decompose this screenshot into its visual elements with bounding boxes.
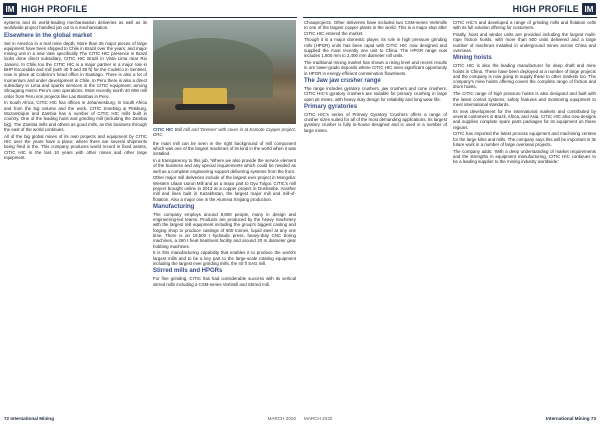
section-label: HIGH PROFILE (512, 4, 579, 14)
header-rule (303, 17, 597, 18)
footer-right: International Mining 73 (545, 416, 596, 421)
photo-caption (153, 127, 296, 138)
paragraph: It is this manufacturing capability that enables it to produce the world's largest mills and to be a key part to the large-scale rotating equipment including the largest ever grinding mills, the 40 ft SAG mill. (153, 250, 296, 267)
subheading: Manufacturing (153, 203, 195, 210)
footer-right: MARCH 2020 (267, 416, 296, 421)
paragraph: CITIC HIC's and developed a range of grinding mills and flotation cells with its full solution offering for customers. (453, 20, 596, 31)
paragraph: In a transparency to this job, 'Where we also provide the service element of the business and any special requirements which could be needed as well as a complete engineering support delivering systems from the front. (153, 157, 296, 174)
text-columns (304, 20, 596, 412)
caption-text: Ball mill and 'Dresser' with cover in at Kamoto Copper project, DRC (153, 127, 296, 138)
text-columns (4, 20, 296, 412)
footer-left: 72 International Mining (4, 416, 55, 421)
page-header (300, 0, 600, 18)
paragraph: The company adds: 'With a deep understanding of market requirements and the strengths in equipment manufacturing, CITIC HIC continues to be a leading supplier to the mining industry worldwide.' (453, 148, 596, 165)
paragraph: systems and its world-leading mechanisation deliveries as well as its worldwide project handled job out to a mechanisation. (4, 20, 147, 31)
paragraph: CITIC has imported the latest process equipment and machining centres for the large kilns and mills. The company says this will be important in its future work in a number of large overseas projects. (453, 131, 596, 147)
paragraph: The company employs around 8,800 people, many in design and engineering-led teams. Products are produced by the heavy machinery with the largest mill equipment including the group's biggest casting and forging shop to produce castings of 600 tonnes, liquid steel at any one time. There is an 18,500 t hydraulic press, heavy-duty CNC boring machines, a 260 t heat treatment facility and around 20 m diameter gear hobbing machines. (153, 211, 296, 249)
paragraph: For fine grinding, CITIC has had considerable success with its vertical stirred mills including a CSM-series Vertimill and Stirred mill. (153, 276, 296, 287)
subheading: The Jaw jaw crusher range (304, 77, 381, 84)
page-header (0, 0, 300, 18)
paragraph: Chinaprojects. Other deliveries have included two CSM-series Vertimills to one of the largest copper plants in the world. This is a major step after CITIC HIC entered the market. (304, 20, 447, 36)
paragraph: Its new development for the international markets and contributed by several customers in Brazil, Africa, and Asia. CITIC HIC also now designs and supplies complete spare parts packages for its equipment on these regions. (453, 108, 596, 130)
paragraph: Finally, hoist and winder units are provided including the largest multi-rope friction hoists, with more than 500 units delivered and a large number of machines installed in underground mines across China and overseas. (453, 32, 596, 53)
im-logo: IM (582, 3, 596, 15)
paragraph: CITIC HIC's series of Primary Gyratory Crushers offers a range of crusher sizes suited for all of the most demanding applications. Its largest gyratory crusher is fully in-house designed and is used in a number of large mines. (304, 111, 447, 133)
page-footer (4, 416, 296, 421)
footer-left: MARCH 2020 (304, 416, 333, 421)
column-2 (153, 20, 296, 412)
paragraph: Set in America in a real mine depth, More than 35 major pieces of large equipment have been shipped to Chile in Brazil over the years, and major mining unit in a new Vale specifically The CITIC HIC presence in Brazil looks done direct subsidiary, CITIC HIC Brazil in Vista Lima near Rio Janeiro. In Chile too the CITIC HIC is a major partner in a major role in BHP Escondida and mill (with 40 ft and 38 ft) for the Codelco in Sentinel, now in place at Codelco's head office in Santiago. There is also a lot of momentum and under development in Chile. In Peru there is also a direct subsidiary in Lima and sparks services in the CITIC equipment; among Shougang Hierro Peru's own operations. Most recently worth 40 MW mill order from Peru iron projects like Las Bambas in Peru. (4, 40, 147, 99)
paragraph: All of the big global mines of its own projects and equipment by CITIC HIC over the years have a place; where there are several shipments being fired in the. This company produces world record in fixed assets, CITIC HIC in the last 10 years with other mines and other large equipment. (4, 133, 147, 160)
paragraph: the main mill can be seen in the right background of mill component which was one of the largest machines of its kind in the world when it was installed. (153, 140, 296, 157)
photo-truck (183, 88, 227, 106)
paragraph: The range includes gyratory crushers, jaw crushers and cone crushers. CITIC HIC's gyratory crushers are suitable for primary crushing in large open pit mines, with heavy duty design for reliability and long wear life. (304, 85, 447, 102)
paragraph: The CITIC range of high pressure hoists is also designed and built with the latest control systems, safety features and monitoring equipment to meet international standards. (453, 91, 596, 107)
subheading: Elsewhere in the global market (4, 32, 93, 39)
paragraph: Though it is a major domestic player, its role in high pressure grinding rolls (HPGR) units has been rapid with CITIC HIC now designed and supplied the most recently one unit to China. The HPGR range now includes 1,600 mm to 2,400 mm diameter roll units. (304, 37, 447, 59)
paragraph: The traditional mining market has shown a rising level and recent results in ore lower-grade deposits where CITIC HIC sees significant opportunity in HPGR in energy-efficient comminution flowsheets. (304, 60, 447, 76)
right-page (300, 0, 600, 424)
column-2 (453, 20, 596, 412)
caption-lead: CITIC HIC (153, 127, 174, 132)
column-2-text (153, 141, 296, 287)
subheading: Mining hoists (453, 55, 492, 62)
paragraph: In South Africa, CITIC HIC has offices in Johannesburg. In South Africa and from the big volume and the work, CITIC Smelting & Pittsburg, Mozambique and Zambia has a number of CITIC HIC mills built in country. One of the leading hoist and grinding mill (including the Zambia big). The Zambia mills and others as good mills, as this business through the east of the world continues. (4, 100, 147, 132)
im-logo: IM (3, 3, 17, 15)
subheading: Primary gyratories (304, 103, 358, 110)
section-label: HIGH PROFILE (21, 4, 88, 14)
column-1 (4, 20, 147, 412)
subheading: Stirred mills and HPGRs (153, 268, 223, 275)
column-1 (304, 20, 447, 412)
ball-mill-photo (153, 20, 296, 124)
page-footer (304, 416, 596, 421)
paragraph: Other major mill deliveries include of the largest ever project in Mongolia: Western Ulaan Uurun Mill and as a major part to Oyu Tolgoi. CITIC's mill project brought online in 2013 at a copper project in Dushanbe. Another mill and lines built in Kazakhstan, the largest major mill and mill-of-flotation. Also a major one in the Alumina Xinjiang production. (153, 175, 296, 202)
paragraph: CITIC HIC is also the leading manufacturer for deep shaft and mine hoists in China. These have been deployed at a number of large projects and the company is now going to supply these to other markets too. The company's mine hoists offering covers the complete range of friction and drum hoists. (453, 63, 596, 90)
header-rule (3, 17, 297, 18)
